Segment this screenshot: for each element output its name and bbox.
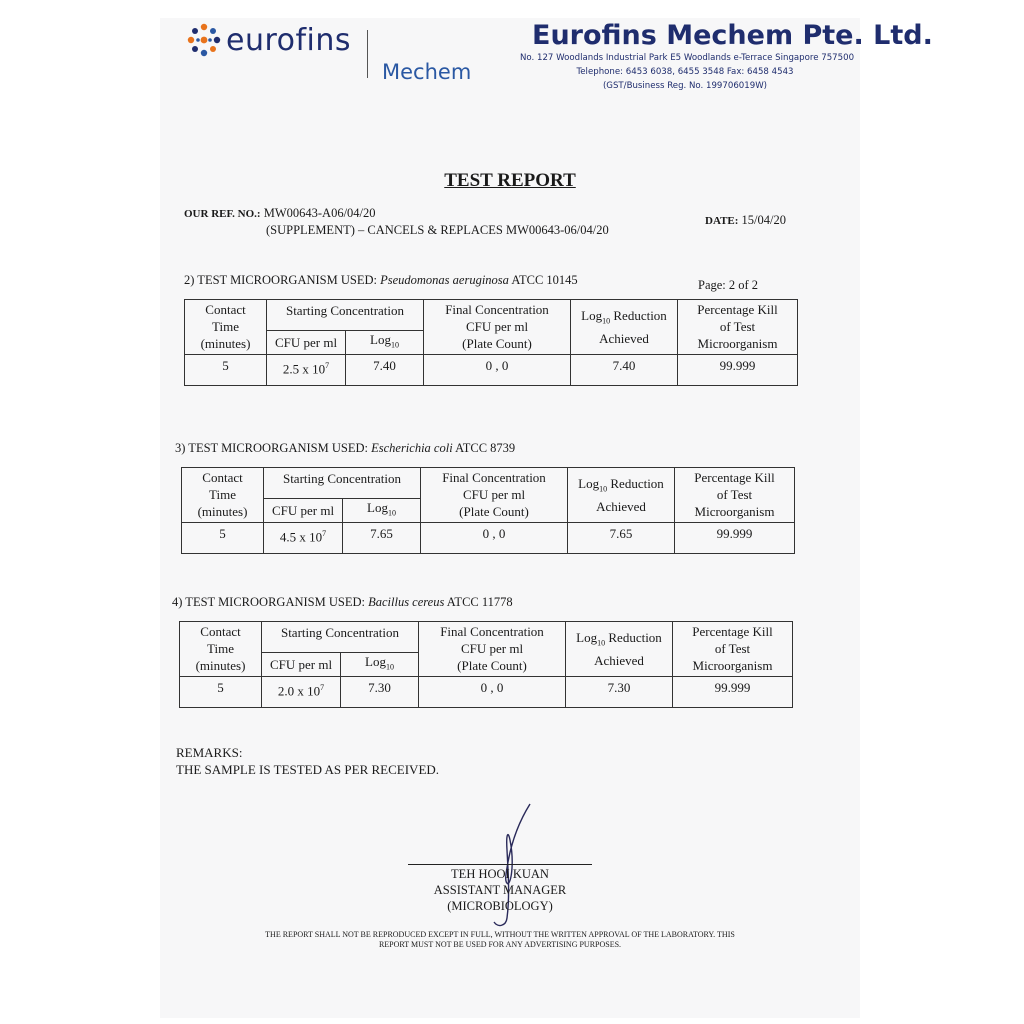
header-text: Percentage Kill [694, 470, 775, 486]
cell-final [421, 522, 568, 553]
cell-final [419, 676, 566, 707]
cell-value: 2.0 x 10 [277, 682, 321, 698]
header-text: Final Concentration [442, 470, 546, 486]
header-log10 [341, 653, 419, 677]
header-cfu-per-ml [264, 499, 343, 523]
cell-value: 99.999 [716, 525, 753, 541]
cell-value: 0 , 0 [480, 679, 504, 695]
cell-log [343, 522, 421, 553]
signatory-dept: (MICROBIOLOGY) [447, 899, 553, 913]
exponent: 7 [320, 682, 325, 692]
header-text: (minutes) [195, 658, 246, 674]
header-text: Microorganism [697, 336, 778, 352]
header-text: Starting Concentration [282, 471, 402, 486]
header-text: of Test [714, 641, 751, 657]
cell-value: 0 , 0 [482, 525, 506, 541]
cell-contact-time [182, 522, 264, 553]
results-table-4 [179, 621, 793, 708]
log-subscript: 10 [387, 508, 396, 518]
remarks [176, 744, 439, 778]
test-label-2 [184, 273, 578, 288]
exponent: 7 [325, 360, 330, 370]
strain: ATCC 8739 [452, 441, 516, 455]
cell-kill [678, 354, 798, 385]
cell-value: 4.5 x 10 [279, 528, 323, 544]
table-row [182, 522, 795, 553]
strain: ATCC 10145 [508, 273, 578, 287]
log-subscript: 10 [599, 484, 608, 494]
footer-disclaimer [230, 930, 770, 950]
header-cfu-per-ml [262, 653, 341, 677]
test-label-text: 4) TEST MICROORGANISM USED: [172, 595, 369, 609]
signatory-title: ASSISTANT MANAGER [433, 883, 567, 897]
test-label-3 [175, 441, 515, 456]
signature-line [408, 864, 592, 865]
log-subscript: 10 [597, 638, 606, 648]
header-text: Percentage Kill [697, 302, 778, 318]
header-text: Percentage Kill [692, 624, 773, 640]
cell-value: 2.5 x 10 [282, 360, 326, 376]
header-text: Starting Concentration [280, 625, 400, 640]
header-percentage-kill [678, 300, 798, 355]
organism-name: Pseudomonas aeruginosa [380, 273, 509, 287]
page-number: Page: 2 of 2 [698, 278, 759, 292]
cell-kill [673, 676, 793, 707]
date-value: 15/04/20 [741, 213, 786, 227]
footer-line-2: REPORT MUST NOT BE USED FOR ANY ADVERTISING PURPOSES. [378, 940, 622, 949]
header-text: Contact [200, 624, 241, 640]
header-row [185, 300, 798, 331]
header-percentage-kill [673, 622, 793, 677]
cell-contact-time [180, 676, 262, 707]
ref-number [184, 206, 376, 221]
header-text: (minutes) [197, 504, 248, 520]
header-text: Starting Concentration [285, 303, 405, 318]
header-text: Microorganism [692, 658, 773, 674]
results-table-3 [181, 467, 795, 554]
organism-name: Escherichia coli [371, 441, 453, 455]
header-log-reduction [568, 468, 675, 523]
company-name: Eurofins Mechem Pte. Ltd. [532, 20, 933, 51]
header-text: Log [576, 630, 598, 645]
cell-value: 7.40 [373, 357, 396, 373]
cell-value: 5 [222, 357, 229, 373]
remarks-text: THE SAMPLE IS TESTED AS PER RECEIVED. [176, 762, 440, 777]
results-table-2 [184, 299, 798, 386]
date-label: DATE: [705, 215, 739, 227]
header-text: Reduction [610, 308, 667, 323]
header-text: Final Concentration [440, 624, 544, 640]
header-text: Achieved [599, 330, 649, 346]
header-final-concentration [419, 622, 566, 677]
registration-line: (GST/Business Reg. No. 199706019W) [602, 81, 768, 91]
cell-reduction [566, 676, 673, 707]
cell-cfu [262, 676, 341, 707]
header-log10 [343, 499, 421, 523]
header-contact-time [185, 300, 267, 355]
organism-name: Bacillus cereus [368, 595, 445, 609]
cell-reduction [571, 354, 678, 385]
log-subscript: 10 [390, 340, 399, 350]
header-text: Log [370, 332, 391, 347]
header-text: CFU per ml [269, 656, 333, 672]
exponent: 7 [322, 528, 327, 538]
strain: ATCC 11778 [444, 595, 513, 609]
log-subscript: 10 [602, 316, 611, 326]
header-starting-concentration [262, 622, 419, 653]
header-row [182, 468, 795, 499]
table-row [180, 676, 793, 707]
header-text: (Plate Count) [457, 658, 527, 674]
cell-value: 7.40 [612, 357, 636, 373]
header-starting-concentration [264, 468, 421, 499]
address-line: No. 127 Woodlands Industrial Park E5 Woodlands e-Terrace Singapore 757500 [520, 53, 855, 63]
table-row [185, 354, 798, 385]
cell-value: 0 , 0 [485, 357, 509, 373]
header-text: Microorganism [694, 504, 775, 520]
header-text: Achieved [594, 652, 644, 668]
sub-brand: Mechem [382, 60, 472, 84]
cell-value: 7.30 [368, 679, 391, 695]
cell-final [424, 354, 571, 385]
header-text: Log [367, 500, 388, 515]
cell-value: 99.999 [714, 679, 751, 695]
log-subscript: 10 [385, 662, 394, 672]
cell-reduction [568, 522, 675, 553]
cell-log [346, 354, 424, 385]
footer-line-1: THE REPORT SHALL NOT BE REPRODUCED EXCEPT IN FULL, WITHOUT THE WRITTEN APPROVAL OF THE LABORATORY. THIS [265, 930, 735, 939]
report-title: TEST REPORT [444, 170, 576, 191]
header-text: Reduction [607, 476, 664, 491]
header-text: Log [581, 308, 603, 323]
header-text: Time [207, 641, 234, 657]
ref-label: OUR REF. NO.: [184, 208, 261, 220]
cell-value: 7.65 [370, 525, 393, 541]
remarks-label: REMARKS: [176, 745, 243, 760]
test-label-4 [172, 595, 513, 610]
cell-value: 7.65 [609, 525, 633, 541]
header-text: Reduction [605, 630, 662, 645]
cell-value: 99.999 [719, 357, 756, 373]
header-row [180, 622, 793, 653]
cell-value: 5 [217, 679, 224, 695]
cell-value: 7.30 [607, 679, 631, 695]
cell-kill [675, 522, 795, 553]
header-starting-concentration [267, 300, 424, 331]
header-text: Time [209, 487, 236, 503]
header-text: Contact [202, 470, 243, 486]
header-cfu-per-ml [267, 331, 346, 355]
eurofins-dots-icon [186, 22, 222, 58]
header-text: Time [212, 319, 239, 335]
header-text: Log [578, 476, 600, 491]
cell-cfu [264, 522, 343, 553]
report-date [705, 213, 786, 228]
header-text: CFU per ml [465, 319, 529, 335]
phone-line: Telephone: 6453 6038, 6455 3548 Fax: 6458 4543 [576, 67, 794, 77]
header-text: Final Concentration [445, 302, 549, 318]
header-text: CFU per ml [462, 487, 526, 503]
header-text: CFU per ml [460, 641, 524, 657]
header-final-concentration [424, 300, 571, 355]
ref-note: (SUPPLEMENT) – CANCELS & REPLACES MW00643-06/04/20 [266, 223, 609, 237]
logo-wordmark: eurofins [226, 22, 352, 58]
header-divider [367, 30, 368, 78]
cell-log [341, 676, 419, 707]
cell-value: 5 [219, 525, 226, 541]
eurofins-logo [186, 22, 351, 58]
header-text: (minutes) [200, 336, 251, 352]
header-log-reduction [571, 300, 678, 355]
header-text: (Plate Count) [462, 336, 532, 352]
header-log10 [346, 331, 424, 355]
test-label-text: 3) TEST MICROORGANISM USED: [175, 441, 372, 455]
cell-contact-time [185, 354, 267, 385]
header-text: (Plate Count) [459, 504, 529, 520]
signatory-name: TEH HOOI KUAN [451, 867, 549, 881]
header-text: Log [365, 654, 386, 669]
ref-value: MW00643-A06/04/20 [263, 206, 376, 220]
header-text: Contact [205, 302, 246, 318]
header-text: of Test [716, 487, 753, 503]
header-log-reduction [566, 622, 673, 677]
header-text: CFU per ml [271, 502, 335, 518]
header-percentage-kill [675, 468, 795, 523]
header-text: CFU per ml [274, 334, 338, 350]
cell-cfu [267, 354, 346, 385]
header-text: Achieved [596, 498, 646, 514]
signatory-block [410, 866, 590, 914]
test-label-text: 2) TEST MICROORGANISM USED: [184, 273, 381, 287]
header-text: of Test [719, 319, 756, 335]
header-contact-time [182, 468, 264, 523]
header-contact-time [180, 622, 262, 677]
header-final-concentration [421, 468, 568, 523]
